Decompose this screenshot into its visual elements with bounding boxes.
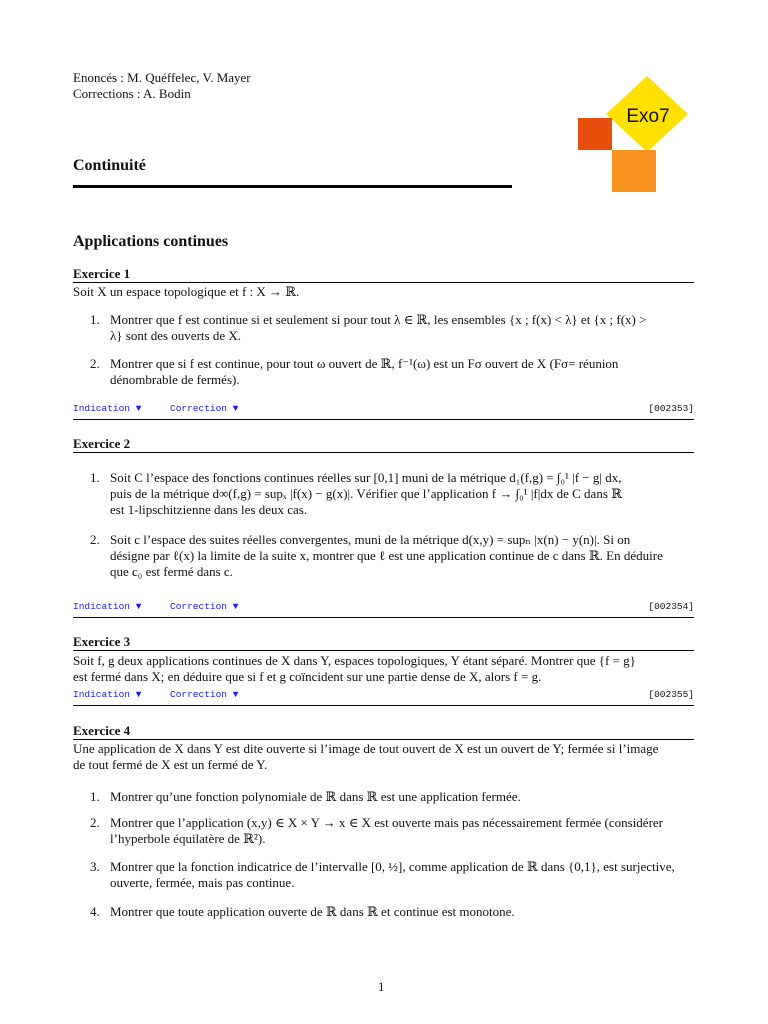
authors-enonces: Enoncés : M. Quéffelec, V. Mayer bbox=[73, 70, 251, 85]
exercise-2-title: Exercice 2 bbox=[73, 436, 694, 453]
item-line: puis de la métrique d∞(f,g) = supₓ |f(x) − g(x)|. Vérifier que l’application f → ∫₀¹ |f|dx de C dans ℝ bbox=[110, 486, 622, 501]
exercise-4-item-2 bbox=[90, 815, 694, 847]
item-line: Soit C l’espace des fonctions continues réelles sur [0,1] muni de la métrique d₁(f,g) = ∫₀¹ |f − g| dx, bbox=[110, 470, 622, 485]
exercise-3-title: Exercice 3 bbox=[73, 634, 694, 651]
item-line: Montrer que toute application ouverte de ℝ dans ℝ et continue est monotone. bbox=[110, 904, 515, 919]
item-number: 2. bbox=[90, 815, 100, 830]
exercise-2-links bbox=[73, 601, 694, 613]
item-line: Montrer qu’une fonction polynomiale de ℝ dans ℝ est une application fermée. bbox=[110, 789, 521, 804]
exercise-separator bbox=[73, 705, 694, 706]
indication-link[interactable]: Indication ▼ bbox=[73, 601, 142, 612]
document-title: Continuité bbox=[73, 157, 146, 174]
logo-orange-square bbox=[612, 150, 656, 192]
correction-link[interactable]: Correction ▼ bbox=[170, 689, 239, 700]
exercise-4-intro bbox=[73, 741, 694, 773]
item-line: Montrer que si f est continue, pour tout ω ouvert de ℝ, f⁻¹(ω) est un Fσ ouvert de X (Fσ= réunion bbox=[110, 356, 619, 371]
exercise-4-item-1 bbox=[90, 789, 694, 805]
authors-corrections: Corrections : A. Bodin bbox=[73, 86, 191, 101]
correction-link[interactable]: Correction ▼ bbox=[170, 601, 239, 612]
paragraph-line: Une application de X dans Y est dite ouverte si l’image de tout ouvert de X est un ouvert de Y; fermée si l’image bbox=[73, 741, 659, 756]
exercise-4-item-3 bbox=[90, 859, 694, 891]
exercise-1-links bbox=[73, 403, 694, 415]
exercise-separator bbox=[73, 617, 694, 618]
exercise-1-title: Exercice 1 bbox=[73, 266, 694, 283]
item-line: désigne par ℓ(x) la limite de la suite x, montrer que ℓ est une application continue de c dans ℝ. En déduire bbox=[110, 548, 663, 563]
item-line: Montrer que l’application (x,y) ∈ X × Y → x ∈ X est ouverte mais pas nécessairement fermée (considérer bbox=[110, 815, 664, 830]
item-number: 4. bbox=[90, 904, 100, 919]
exercise-code: [002353] bbox=[648, 403, 694, 414]
exercise-1-item-1 bbox=[90, 312, 694, 344]
exercise-3-text bbox=[73, 653, 694, 685]
item-line: dénombrable de fermés). bbox=[110, 372, 240, 387]
item-line: ouverte, fermée, mais pas continue. bbox=[110, 875, 295, 890]
item-number: 1. bbox=[90, 789, 100, 804]
item-line: λ} sont des ouverts de X. bbox=[110, 328, 241, 343]
title-rule bbox=[73, 185, 512, 188]
correction-link[interactable]: Correction ▼ bbox=[170, 403, 239, 414]
exo7-logo bbox=[578, 76, 688, 196]
paragraph-line: Soit f, g deux applications continues de X dans Y, espaces topologiques, Y étant séparé. Montrer que {f = g} bbox=[73, 653, 636, 668]
exercise-4-item-4 bbox=[90, 904, 694, 920]
page-number: 1 bbox=[378, 979, 385, 994]
logo-red-square bbox=[578, 118, 612, 150]
exercise-separator bbox=[73, 419, 694, 420]
exercise-4-title: Exercice 4 bbox=[73, 723, 694, 740]
indication-link[interactable]: Indication ▼ bbox=[73, 689, 142, 700]
section-title: Applications continues bbox=[73, 233, 229, 250]
item-line: que c₀ est fermé dans c. bbox=[110, 564, 233, 579]
exercise-3-links bbox=[73, 689, 694, 701]
item-number: 1. bbox=[90, 312, 100, 327]
item-line: l’hyperbole équilatère de ℝ²). bbox=[110, 831, 266, 846]
exercise-2-item-2 bbox=[90, 532, 694, 580]
item-number: 3. bbox=[90, 859, 100, 874]
exercise-code: [002354] bbox=[648, 601, 694, 612]
paragraph-line: de tout fermé de X est un fermé de Y. bbox=[73, 757, 268, 772]
exercise-code: [002355] bbox=[648, 689, 694, 700]
item-line: Montrer que la fonction indicatrice de l’intervalle [0, ½], comme application de ℝ dans {0,1}, est surjective, bbox=[110, 859, 675, 874]
item-line: est 1-lipschitzienne dans les deux cas. bbox=[110, 502, 308, 517]
item-line: Montrer que f est continue si et seulement si pour tout λ ∈ ℝ, les ensembles {x ; f(x) < λ} et {x ; f(x) > bbox=[110, 312, 647, 327]
item-number: 2. bbox=[90, 532, 100, 547]
item-number: 2. bbox=[90, 356, 100, 371]
authors bbox=[73, 70, 251, 102]
exercise-1-item-2 bbox=[90, 356, 694, 388]
logo-text: Exo7 bbox=[626, 106, 670, 127]
item-line: Soit c l’espace des suites réelles convergentes, muni de la métrique d(x,y) = supₙ |x(n) − y(n)|. Si on bbox=[110, 532, 631, 547]
exercise-2-item-1 bbox=[90, 470, 694, 518]
item-number: 1. bbox=[90, 470, 100, 485]
indication-link[interactable]: Indication ▼ bbox=[73, 403, 142, 414]
paragraph-line: est fermé dans X; en déduire que si f et g coïncident sur une partie dense de X, alors f = g. bbox=[73, 669, 542, 684]
exercise-1-intro: Soit X un espace topologique et f : X → ℝ. bbox=[73, 284, 300, 299]
